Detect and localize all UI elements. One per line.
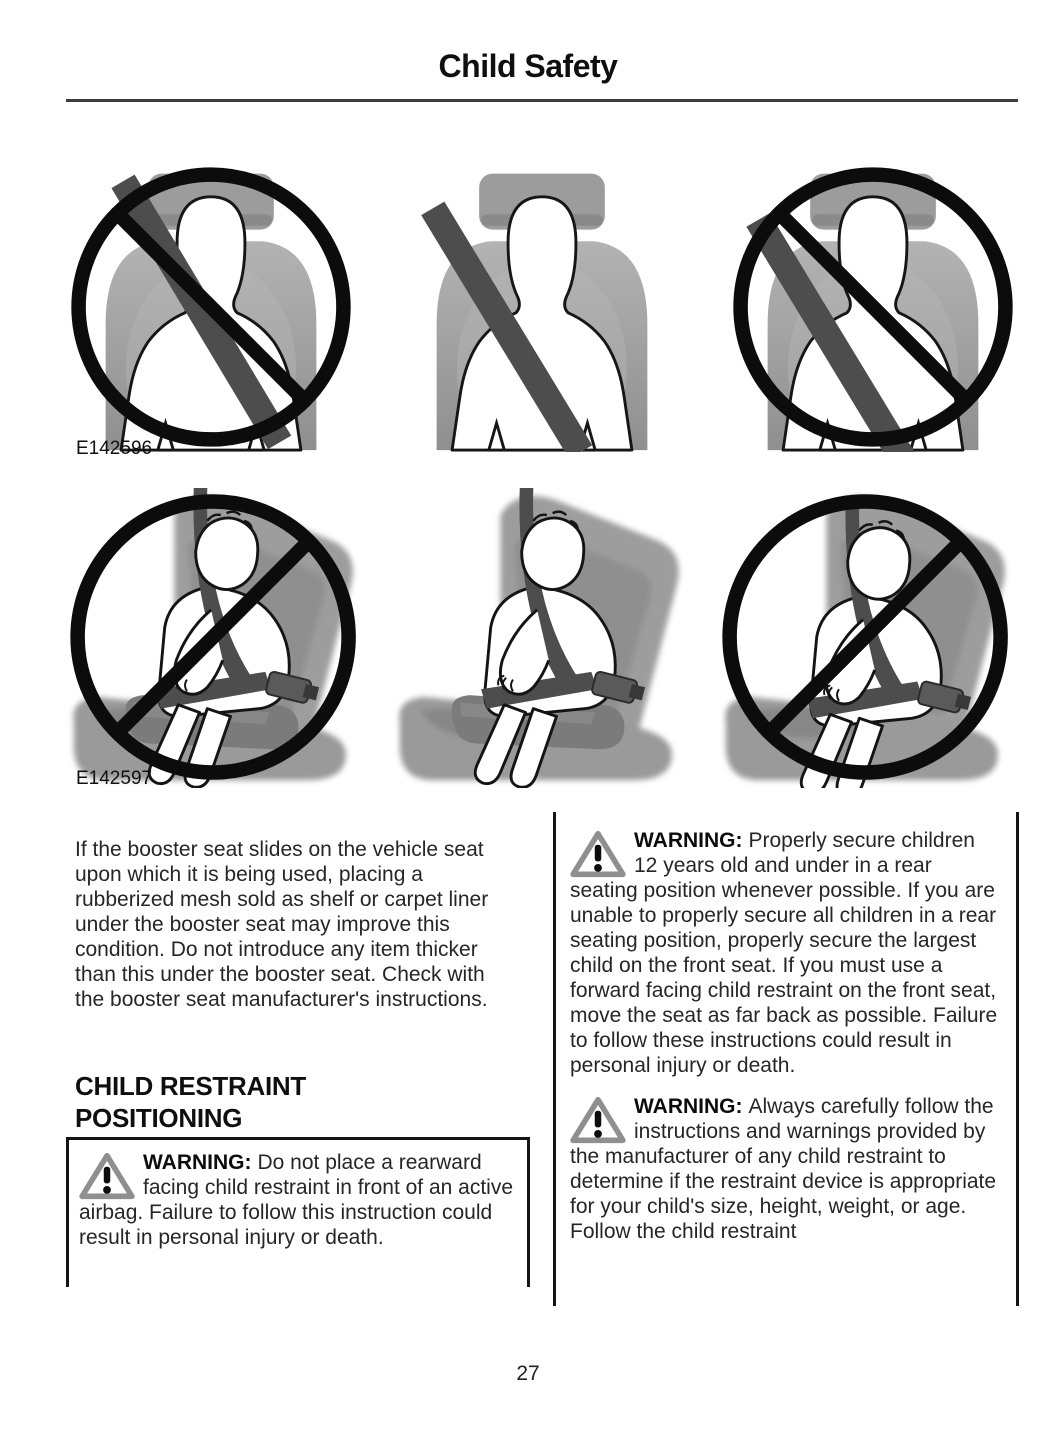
figure-belt-positioning [66,162,1018,454]
booster-belt-misuse-crossed-illustration [66,486,366,788]
booster-seat-paragraph: If the booster seat slides on the vehicle seat upon which it is being used, placing a rubberized mesh sold as shelf or carpet liner under the booster seat may improve this condition. Do not introduce any item thicker than this under the booster seat. Check with the booster seat manufacturer's instructions. [75,838,489,1011]
warning-text: Properly secure children 12 years old and under in a rear seating position whenever possible. If you are unable to properly secure all children in a rear seating position, properly secure the largest child on the front seat. If you must use a forward facing child restraint on the front seat, move the seat as far back as possible. Failure to follow these instructions could result in personal injury or death. [570,829,998,1077]
warning-text: Do not place a rearward facing child restraint in front of an active airbag. Failure to follow this instruction could result in personal injury or death. [79,1151,514,1249]
warning-label: WARNING: [143,1151,252,1174]
child-restraint-warning-box [553,812,1019,1306]
warning-label: WARNING: [634,1095,743,1118]
warning-text: Always carefully follow the instructions and warnings provided by the manufacturer of any child restraint to determine if the restraint device is appropriate for your child's size, height, weight, or age. Follow the child restraint [570,1095,997,1243]
no-booster-crossed-illustration [718,486,1018,788]
section-heading: CHILD RESTRAINT POSITIONING [75,1070,306,1133]
belt-near-neck-crossed-illustration [66,162,356,452]
warning-label: WARNING: [634,829,743,852]
header-rule [66,99,1018,102]
warning-paragraph [570,828,1004,1078]
figure-label: E142597 [76,768,153,789]
belt-correct-illustration [397,162,687,452]
page-title: Child Safety [438,48,618,84]
warning-paragraph [570,1094,1004,1244]
booster-correct-illustration [392,486,692,788]
warning-paragraph [79,1150,517,1250]
warning-triangle-icon [570,830,626,878]
figure-booster-positioning [66,486,1018,790]
page-number: 27 [516,1362,540,1385]
belt-off-shoulder-crossed-illustration [728,162,1018,452]
airbag-warning-box [66,1137,530,1287]
warning-triangle-icon [79,1152,135,1200]
warning-triangle-icon [570,1096,626,1144]
figure-label: E142596 [76,438,153,459]
